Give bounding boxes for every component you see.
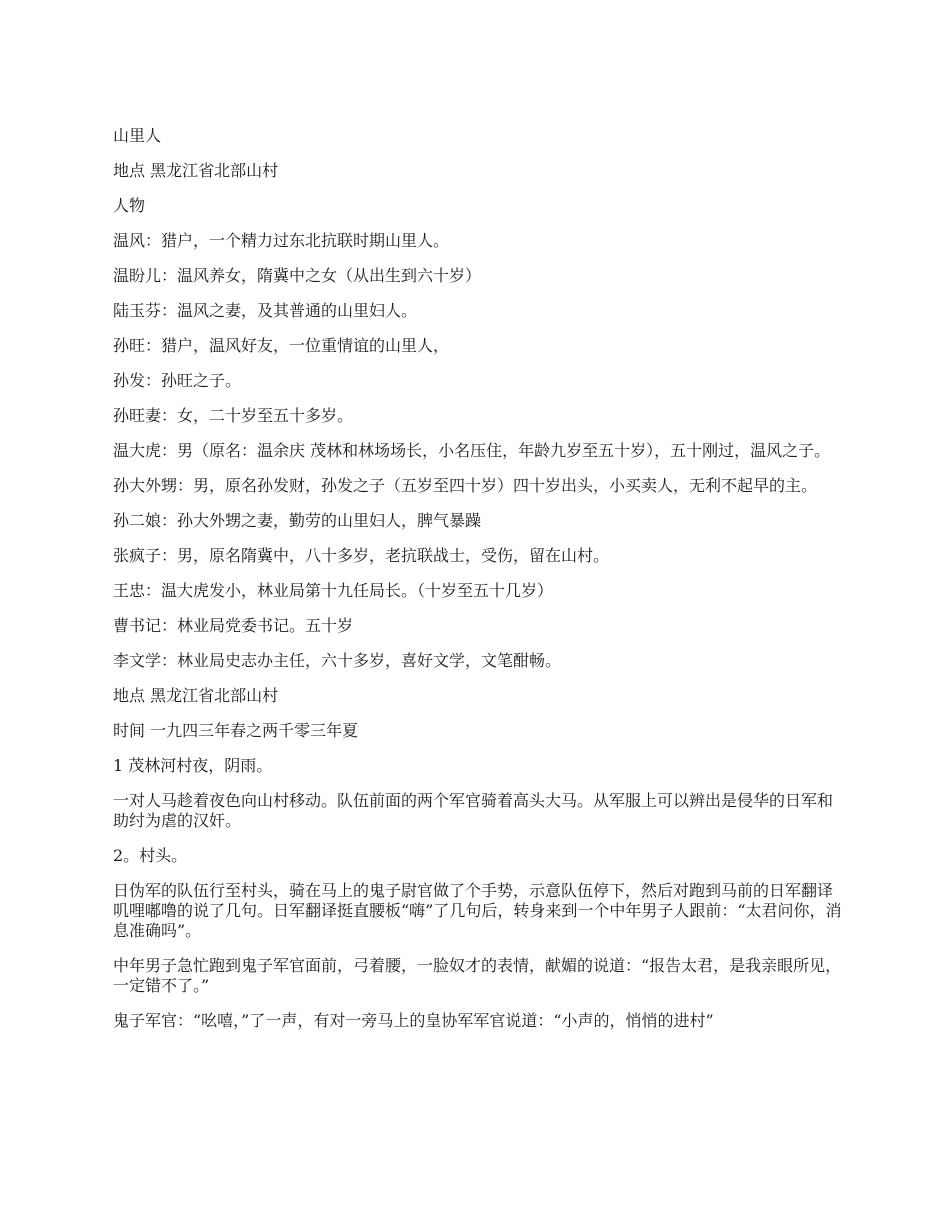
scene-text: 中年男子急忙跑到鬼子军官面前，弓着腰，一脸奴才的表情，献媚的说道：“报告太君，是我亲眼所见，一定错不了。” [113,956,842,995]
scene-text: 鬼子军官：“吆嘻，”了一声，有对一旁马上的皇协军军官说道：“小声的，悄悄的进村” [113,1011,714,1030]
character-entry: 孙旺妻：女，二十岁至五十多岁。 [113,406,354,425]
location-line: 地点 黑龙江省北部山村 [113,686,279,705]
characters-heading: 人物 [113,196,146,215]
character-entry: 孙二娘：孙大外甥之妻，勤劳的山里妇人，脾气暴躁 [113,511,482,530]
time-line: 时间 一九四三年春之两千零三年夏 [113,721,359,740]
character-entry: 孙发：孙旺之子。 [113,371,242,390]
character-entry: 温大虎：男（原名：温余庆 茂林和林场场长，小名压住，年龄九岁至五十岁），五十刚过，温风之子。 [113,441,831,460]
character-entry: 温盼儿：温风养女，隋冀中之女（从出生到六十岁） [113,266,482,285]
character-entry: 孙大外甥：男，原名孙发财，孙发之子（五岁至四十岁）四十岁出头，小买卖人，无利不起早的主。 [113,476,818,495]
character-entry: 孙旺：猎户，温风好友，一位重情谊的山里人， [113,336,450,355]
location-line: 地点 黑龙江省北部山村 [113,161,279,180]
document-page [113,126,843,1046]
character-entry: 李文学：林业局史志办主任，六十多岁，喜好文学，文笔酣畅。 [113,651,562,670]
doc-title: 山里人 [113,126,162,145]
scene-text: 一对人马趁着夜色向山村移动。队伍前面的两个军官骑着高头大马。从军服上可以辨出是侵华的日军和助纣为虐的汉奸。 [113,791,834,830]
character-entry: 曹书记：林业局党委书记。五十岁 [113,616,354,635]
scene-heading: 2。村头。 [113,846,188,865]
character-entry: 温风：猎户，一个精力过东北抗联时期山里人。 [113,231,450,250]
scene-text: 日伪军的队伍行至村头，骑在马上的鬼子尉官做了个手势，示意队伍停下，然后对跑到马前的日军翻译叽哩嘟噜的说了几句。日军翻译挺直腰板“嗨”了几句后，转身来到一个中年男子人跟前：“太君问你，消息准确吗”。 [113,881,842,940]
character-entry: 王忠：温大虎发小，林业局第十九任局长。（十岁至五十几岁） [113,581,554,600]
scene-heading: 1 茂林河村夜，阴雨。 [113,756,273,775]
character-entry: 张疯子：男，原名隋冀中，八十多岁，老抗联战士，受伤，留在山村。 [113,546,610,565]
character-entry: 陆玉芬：温风之妻，及其普通的山里妇人。 [113,301,418,320]
